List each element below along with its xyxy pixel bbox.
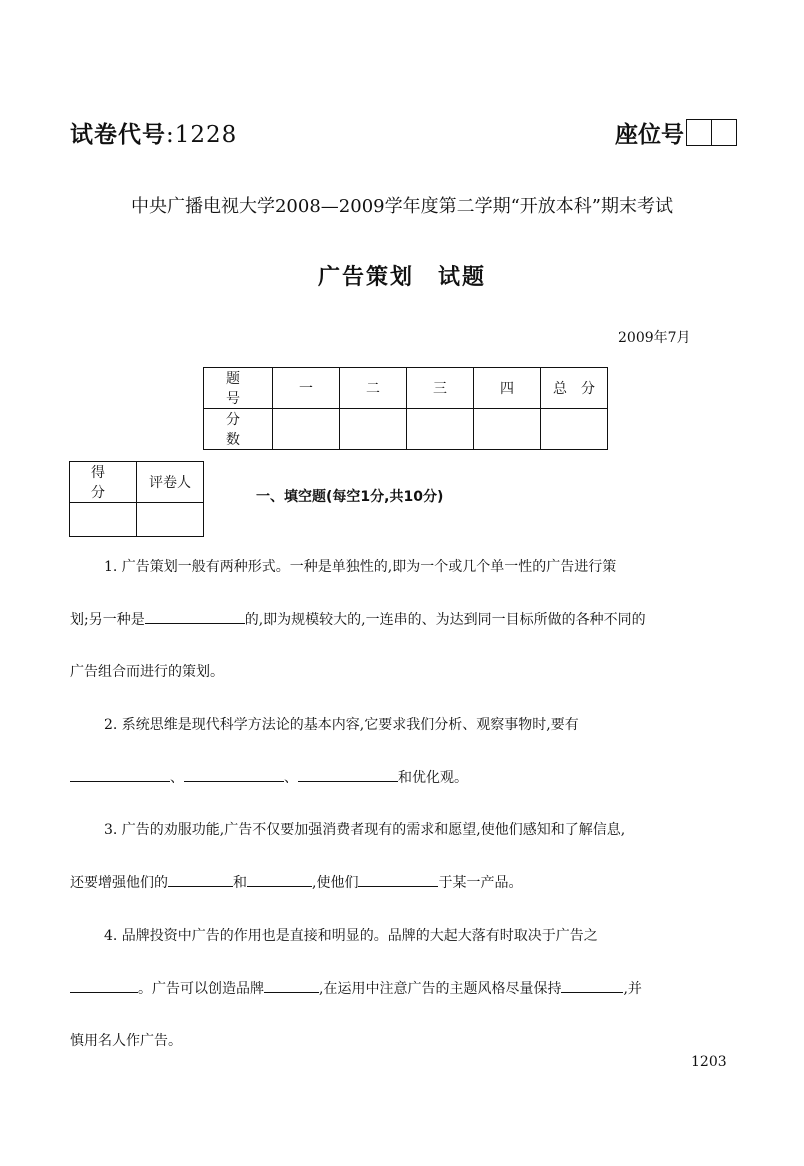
question-4-line-2	[70, 978, 642, 998]
seat-box	[712, 119, 737, 146]
answer-blank[interactable]	[145, 609, 245, 624]
seat-number-label: 座位号	[615, 122, 684, 148]
score-input-cell[interactable]	[474, 409, 541, 450]
question-text: 、	[284, 770, 298, 786]
paper-code-label: 试卷代号	[70, 122, 166, 148]
question-text: 的,即为规模较大的,一连串的、为达到同一目标所做的各种不同的	[244, 612, 646, 628]
answer-blank[interactable]	[561, 978, 623, 993]
question-text: 、	[170, 770, 184, 786]
answer-blank[interactable]	[298, 767, 398, 782]
question-1-line-1: 1. 广告策划一般有两种形式。一种是单独性的,即为一个或几个单一性的广告进行策	[104, 559, 617, 575]
score-table-cell: 题 号	[204, 368, 273, 409]
answer-blank[interactable]	[70, 767, 170, 782]
question-4-line-3: 慎用名人作广告。	[70, 1033, 182, 1049]
question-text: ,在运用中注意广告的主题风格尽量保持	[319, 981, 562, 997]
exam-title: 广告策划 试题	[317, 265, 486, 290]
paper-code	[70, 116, 237, 149]
score-table-cell: 一	[273, 368, 340, 409]
question-text: 和优化观。	[398, 770, 468, 786]
grader-name-label: 评卷人	[137, 462, 204, 503]
score-table	[203, 367, 608, 450]
score-table-cell: 分 数	[204, 409, 273, 450]
exam-date: 2009年7月	[618, 330, 691, 346]
question-text: 于某一产品。	[438, 875, 523, 891]
score-input-cell[interactable]	[340, 409, 407, 450]
question-text: ,使他们	[312, 875, 359, 891]
exam-subtitle: 中央广播电视大学2008—2009学年度第二学期“开放本科”期末考试	[130, 196, 674, 217]
question-2-line-2	[70, 767, 468, 787]
question-text: 还要增强他们的	[70, 875, 168, 891]
score-input-cell[interactable]	[273, 409, 340, 450]
question-1-line-3: 广告组合而进行的策划。	[70, 664, 224, 680]
question-4-line-1: 4. 品牌投资中广告的作用也是直接和明显的。品牌的大起大落有时取决于广告之	[104, 928, 598, 944]
score-table-header-row	[204, 368, 608, 409]
answer-blank[interactable]	[358, 872, 438, 887]
paper-code-value: :1228	[166, 122, 238, 148]
answer-blank[interactable]	[70, 978, 138, 993]
seat-number-boxes	[686, 119, 737, 146]
page-number: 1203	[691, 1054, 727, 1070]
score-table-cell: 总 分	[541, 368, 608, 409]
grader-table	[69, 461, 204, 537]
score-table-score-row	[204, 409, 608, 450]
question-3-line-1: 3. 广告的劝服功能,广告不仅要加强消费者现有的需求和愿望,使他们感知和了解信息,	[104, 822, 626, 838]
answer-blank[interactable]	[247, 872, 312, 887]
grader-score-label: 得 分	[70, 462, 137, 503]
seat-box	[686, 119, 712, 146]
question-3-line-2	[70, 872, 522, 892]
question-2-line-1: 2. 系统思维是现代科学方法论的基本内容,它要求我们分析、观察事物时,要有	[104, 717, 579, 733]
grader-name-cell[interactable]	[137, 503, 204, 537]
score-table-cell: 二	[340, 368, 407, 409]
answer-blank[interactable]	[168, 872, 233, 887]
question-text: ,并	[623, 981, 642, 997]
question-1-line-2	[70, 609, 646, 629]
score-input-cell[interactable]	[541, 409, 608, 450]
score-table-cell: 三	[407, 368, 474, 409]
score-table-cell: 四	[474, 368, 541, 409]
question-text: 。广告可以创造品牌	[138, 981, 264, 997]
answer-blank[interactable]	[184, 767, 284, 782]
section-title: 一、填空题(每空1分,共10分)	[256, 489, 444, 505]
grader-score-cell[interactable]	[70, 503, 137, 537]
score-input-cell[interactable]	[407, 409, 474, 450]
question-text: 和	[233, 875, 247, 891]
seat-number	[615, 116, 737, 149]
answer-blank[interactable]	[264, 978, 319, 993]
question-text: 划;另一种是	[70, 612, 145, 628]
